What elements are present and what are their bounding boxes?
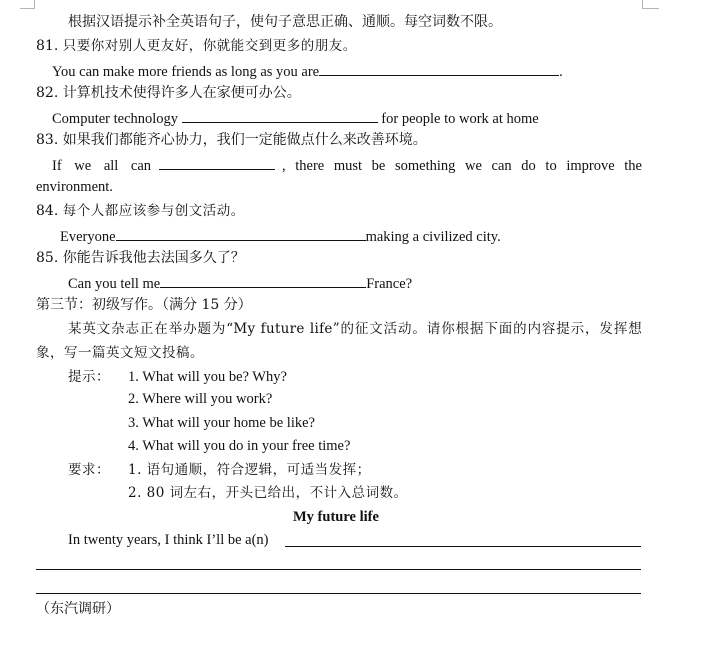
question-82-text: Computer technology (52, 111, 179, 127)
answer-blank-82[interactable] (182, 108, 378, 123)
question-81-text: You can make more friends as long as you are (52, 64, 320, 80)
answer-blank-83[interactable] (159, 155, 275, 170)
essay-title: My future life (293, 509, 379, 525)
question-81-chinese (36, 37, 357, 55)
question-85-chinese (36, 249, 245, 267)
question-83-chinese (36, 131, 427, 149)
question-83-text-end: , there must be something we can do to improve the (282, 158, 642, 174)
question-82-english (52, 108, 539, 128)
question-84-prompt: 每个人都应该参与创文活动。 (62, 203, 245, 219)
question-85-prompt: 你能告诉我他去法国多久了？ (62, 250, 245, 266)
question-84-text-end: making a civilized city. (365, 229, 501, 245)
question-85-text-end: France? (366, 276, 413, 292)
section-3-title: 第三节：初级写作。（满分 15 分） (36, 297, 252, 313)
essay-start: In twenty years, I think I’ll be a(n) (68, 532, 269, 548)
hint-3: 3. What will your home be like? (128, 415, 315, 431)
question-84-english (60, 226, 501, 246)
section-3-intro-line-2: 象，写一篇英文短文投稿。 (36, 345, 204, 361)
section-3-intro-line-1: 某英文杂志正在举办题为“My future life”的征文活动。请你根据下面的内容提示，发挥想 (68, 321, 642, 337)
question-84-number: 84. (36, 203, 59, 219)
requirement-2: 2. 80 词左右，开头已给出，不计入总词数。 (128, 485, 408, 501)
question-84-text: Everyone (60, 229, 116, 245)
essay-writing-line-2[interactable] (36, 569, 641, 570)
page-corner-mark-right (642, 0, 659, 9)
hint-4: 4. What will you do in your free time? (128, 438, 351, 454)
answer-blank-84[interactable] (116, 226, 366, 241)
answer-blank-85[interactable] (160, 273, 366, 288)
question-85-text: Can you tell me (68, 276, 161, 292)
question-82-text-end: for people to work at home (381, 111, 539, 127)
question-82-prompt: 计算机技术使得许多人在家便可办公。 (62, 85, 301, 101)
answer-blank-81[interactable] (319, 61, 559, 76)
page-corner-mark-left (20, 0, 35, 9)
question-84-chinese (36, 202, 245, 220)
essay-writing-line-1[interactable] (285, 546, 641, 547)
question-83-number: 83. (36, 132, 59, 148)
hints-label: 提示： (68, 369, 110, 385)
question-83-prompt: 如果我们都能齐心协力，我们一定能做点什么来改善环境。 (62, 132, 427, 148)
question-81-prompt: 只要你对别人更友好，你就能交到更多的朋友。 (62, 38, 357, 54)
hint-2: 2. Where will you work? (128, 391, 273, 407)
requirements-label: 要求： (68, 462, 110, 478)
essay-writing-line-3[interactable] (36, 593, 641, 594)
question-83-english (52, 155, 642, 175)
question-81-text-end: . (559, 64, 563, 80)
question-83-text: If we all can (52, 158, 152, 174)
hint-1: 1. What will you be? Why? (128, 369, 287, 385)
question-82-chinese (36, 84, 301, 102)
question-83-english-cont: environment. (36, 179, 113, 195)
requirement-1: 1. 语句通顺，符合逻辑，可适当发挥； (128, 462, 371, 478)
question-81-english (52, 61, 563, 81)
question-81-number: 81. (36, 38, 59, 54)
source-note: （东汽调研） (36, 601, 120, 617)
instructions: 根据汉语提示补全英语句子，使句子意思正确、通顺。每空词数不限。 (68, 14, 502, 30)
question-85-english (68, 273, 412, 293)
question-82-number: 82. (36, 85, 59, 101)
question-85-number: 85. (36, 250, 59, 266)
